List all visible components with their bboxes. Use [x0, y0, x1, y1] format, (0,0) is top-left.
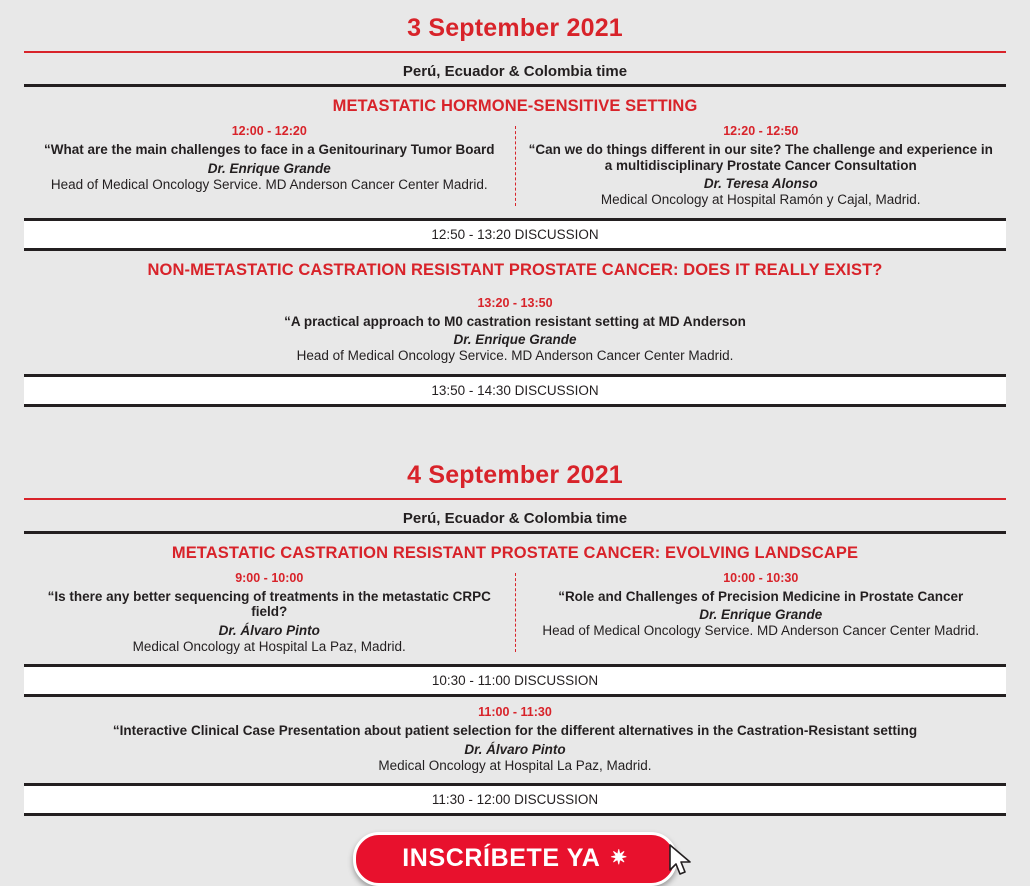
talk-speaker: Dr. Enrique Grande — [699, 607, 823, 623]
day-2-section-1-talks — [24, 571, 1006, 665]
discussion-label: 12:50 - 13:20 DISCUSSION — [24, 221, 1006, 248]
register-button[interactable] — [353, 832, 677, 886]
talk-speaker: Dr. Álvaro Pinto — [218, 622, 320, 638]
talk-card — [24, 571, 515, 655]
talk-card — [516, 571, 1007, 655]
day-1-section-1-heading: METASTATIC HORMONE-SENSITIVE SETTING — [332, 97, 698, 115]
discussion-row — [24, 667, 1006, 694]
talk-affiliation: Medical Oncology at Hospital Ramón y Cajal, Madrid. — [600, 192, 921, 208]
day-spacer — [0, 407, 1030, 447]
talk-title: “What are the main challenges to face in a Genitourinary Tumor Board — [43, 142, 495, 157]
talk-speaker: Dr. Teresa Alonso — [703, 176, 818, 192]
talk-title: “Role and Challenges of Precision Medicine in Prostate Cancer — [558, 588, 964, 604]
discussion-row — [24, 377, 1006, 404]
discussion-row — [24, 221, 1006, 248]
talk-title: “A practical approach to M0 castration resistant setting at MD Anderson — [284, 313, 746, 329]
day-1-title: 3 September 2021 — [407, 14, 623, 42]
day-1-timezone: Perú, Ecuador & Colombia time — [402, 63, 628, 80]
talk-card — [24, 124, 515, 208]
discussion-label: 10:30 - 11:00 DISCUSSION — [24, 667, 1006, 694]
discussion-row — [24, 786, 1006, 813]
talk-affiliation: Medical Oncology at Hospital La Paz, Madrid. — [378, 757, 652, 773]
talk-title: “Interactive Clinical Case Presentation about patient selection for the different alternatives in the Castration-Resistant setting — [112, 723, 918, 739]
day-2-timezone: Perú, Ecuador & Colombia time — [402, 509, 628, 527]
talk-affiliation: Medical Oncology at Hospital La Paz, Madrid. — [132, 638, 406, 654]
talk-card — [516, 124, 1007, 208]
discussion-label: 11:30 - 12:00 DISCUSSION — [24, 786, 1006, 813]
day-1-section-1-talks — [24, 124, 1006, 218]
talk-time: 10:00 - 10:30 — [723, 570, 799, 585]
talk-time: 12:00 - 12:20 — [231, 124, 307, 138]
day-2-section-1-heading: METASTATIC CASTRATION RESISTANT PROSTATE CANCER: EVOLVING LANDSCAPE — [171, 543, 859, 562]
day-1-section-2-heading: NON-METASTATIC CASTRATION RESISTANT PROSTATE CANCER: DOES IT REALLY EXIST? — [147, 260, 883, 279]
talk-title: “Is there any better sequencing of treatments in the metastatic CRPC field? — [47, 588, 491, 620]
talk-affiliation: Head of Medical Oncology Service. MD Anderson Cancer Center Madrid. — [50, 176, 488, 192]
talk-time: 11:00 - 11:30 — [478, 705, 552, 720]
talk-time: 13:20 - 13:50 — [477, 295, 553, 310]
talk-speaker: Dr. Enrique Grande — [207, 160, 331, 176]
sparkle-icon: ✷ — [610, 847, 628, 870]
talk-affiliation: Head of Medical Oncology Service. MD Anderson Cancer Center Madrid. — [296, 348, 734, 364]
cta-area — [24, 816, 1006, 886]
talk-card — [24, 697, 1006, 783]
talk-time: 12:20 - 12:50 — [723, 124, 799, 138]
talk-card — [24, 288, 1006, 374]
talk-time: 9:00 - 10:00 — [235, 570, 304, 585]
talk-affiliation: Head of Medical Oncology Service. MD Anderson Cancer Center Madrid. — [542, 623, 980, 639]
talk-title: “Can we do things different in our site? The challenge and experience in a multidisciplinary Prostate Cancer Consultation — [528, 142, 993, 173]
register-button-label: INSCRÍBETE YA — [402, 844, 601, 873]
talk-speaker: Dr. Enrique Grande — [453, 332, 577, 348]
talk-speaker: Dr. Álvaro Pinto — [464, 741, 566, 757]
day-2-title: 4 September 2021 — [407, 460, 623, 489]
discussion-label: 13:50 - 14:30 DISCUSSION — [24, 377, 1006, 404]
